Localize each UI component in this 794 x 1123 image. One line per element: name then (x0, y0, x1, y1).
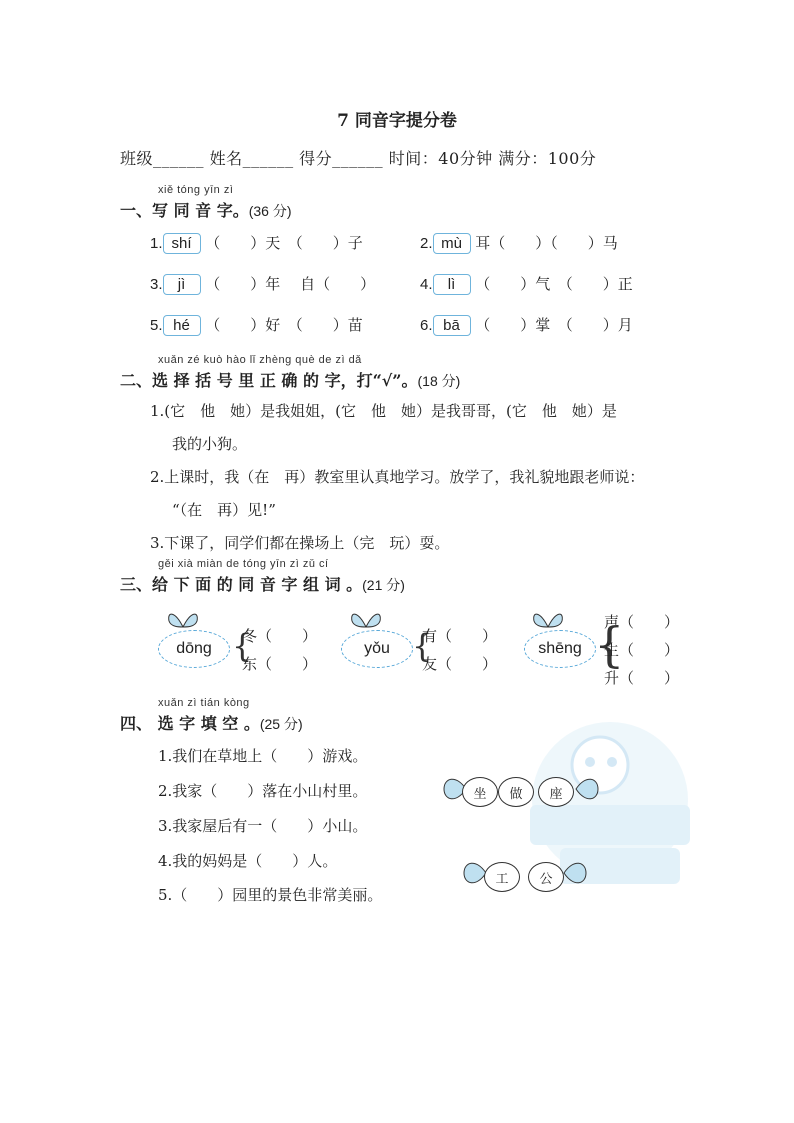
page-title: 7 同音字提分卷 (337, 111, 457, 131)
butterfly-icon (165, 607, 201, 631)
s4-item-4: 4.我的妈妈是（ ）人。 (158, 852, 338, 870)
s2-pinyin: xuǎn zé kuò hào lǐ zhèng què de zì dǎ (158, 354, 362, 366)
butterfly-icon (530, 607, 566, 631)
s4-item-2: 2.我家（ ）落在小山村里。 (158, 782, 368, 800)
s1-row-3: 5. hé （ ）好 （ ）苗 (150, 316, 363, 334)
s2-q1-cont: 我的小狗。 (172, 435, 248, 453)
s3-g2-w1: 有（ ） (422, 627, 498, 645)
s1-row-2: 3. jì （ ）年 自（ ） (150, 275, 376, 293)
s1-row-3b: 6. bā （ ）掌 （ ）月 (420, 316, 633, 334)
butterfly-icon (348, 607, 384, 631)
pinyin-box: mù (433, 233, 471, 254)
s1-row-1: 1. shí （ ）天 （ ）子 (150, 234, 363, 252)
s4-pinyin: xuǎn zì tián kòng (158, 697, 250, 709)
s3-g3-w1: 声（ ） (604, 613, 680, 631)
pinyin-box: shí (163, 233, 201, 254)
s4-item-5: 5.（ ）园里的景色非常美丽。 (158, 886, 383, 904)
s3-pinyin: gěi xià miàn de tóng yīn zì zǔ cí (158, 558, 329, 570)
s3-g1-w1: 冬（ ） (242, 627, 318, 645)
s2-q1: 1.(它 他 她）是我姐姐，(它 他 她）是我哥哥，(它 他 她）是 (150, 402, 617, 420)
s2-q2: 2.上课时，我（在 再）教室里认真地学习。放学了，我礼貌地跟老师说： (150, 468, 645, 486)
pinyin-box: jì (163, 274, 201, 295)
s1-row-2b: 4. lì （ ）气 （ ）正 (420, 275, 633, 293)
leaf-icon (574, 772, 600, 806)
s1-pinyin: xiě tóng yīn zì (158, 184, 234, 196)
char-pumpkin: 做 (498, 777, 534, 807)
brace-icon: { (232, 627, 253, 665)
pinyin-oval-dong: dōng (158, 630, 230, 668)
brace-icon: { (594, 617, 625, 673)
s3-g1-w2: 东（ ） (242, 655, 318, 673)
char-pumpkin: 工 (484, 862, 520, 892)
pinyin-oval-you: yǒu (341, 630, 413, 668)
s2-q2-cont: “（在 再）见!” (172, 501, 276, 519)
pinyin-box: hé (163, 315, 201, 336)
pinyin-box: bā (433, 315, 471, 336)
student-info-line: 班级______ 姓名______ 得分______ 时间：40分钟 满分：100分 (120, 149, 597, 168)
s4-heading: 四、 选 字 填 空 。(25 分) (120, 714, 303, 733)
brace-icon: { (412, 627, 433, 665)
char-pumpkin: 公 (528, 862, 564, 892)
s3-g2-w2: 友（ ） (422, 655, 498, 673)
s4-item-3: 3.我家屋后有一（ ）小山。 (158, 817, 368, 835)
s1-heading: 一、写 同 音 字。(36 分) (120, 201, 292, 220)
s3-g3-w3: 升（ ） (604, 669, 680, 687)
s4-item-1: 1.我们在草地上（ ）游戏。 (158, 747, 368, 765)
pinyin-box: lì (433, 274, 471, 295)
s3-g3-w2: 生（ ） (604, 641, 680, 659)
char-pumpkin: 坐 (462, 777, 498, 807)
s3-heading: 三、给 下 面 的 同 音 字 组 词 。(21 分) (120, 575, 405, 594)
s2-q3: 3.下课了，同学们都在操场上（完 玩）耍。 (150, 534, 450, 552)
char-pumpkin: 座 (538, 777, 574, 807)
pinyin-oval-sheng: shēng (524, 630, 596, 668)
s1-row-1b: 2. mù 耳（ ）（ ）马 (420, 234, 618, 252)
s2-heading: 二、选 择 括 号 里 正 确 的 字，打“√”。(18 分) (120, 371, 461, 390)
leaf-icon (562, 856, 588, 890)
